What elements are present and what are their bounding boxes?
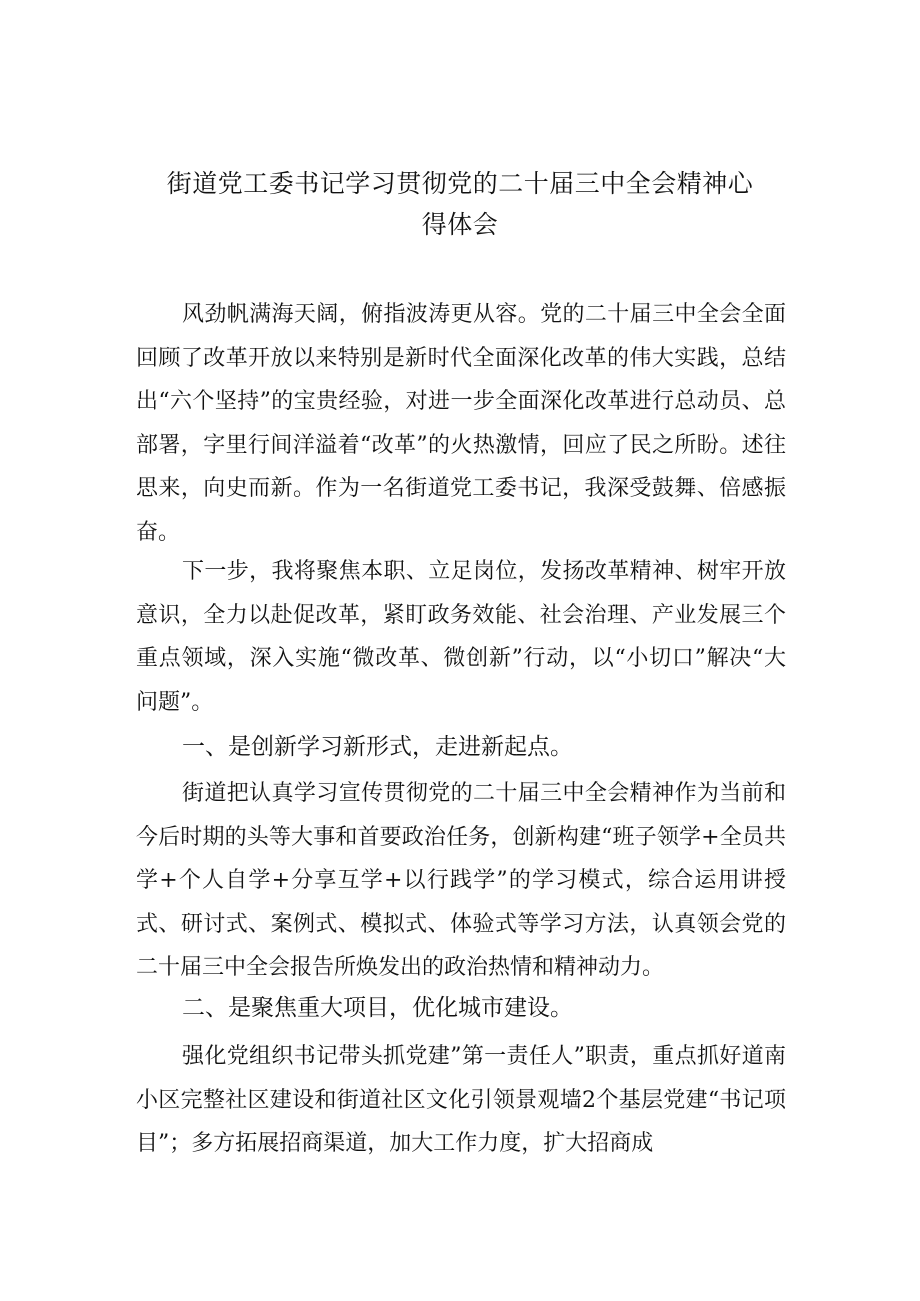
document-title-line-1: 街道党工委书记学习贯彻党的二十届三中全会精神心 bbox=[166, 169, 754, 198]
paragraph-text: 街道把认真学习宣传贯彻党的二十届三中全会精神作为当前和今后时期的头等大事和首要政治任务，创新构建“班子领学+全员共学+个人自学+分享互学+以行践学”的学习模式，综合运用讲授式、研讨式、案例式、模拟式、体验式等学习方法，认真领会党的二十届三中全会报告所焕发出的政治热情和精神动力。 bbox=[136, 781, 786, 980]
section-heading-1: 一、是创新学习新形式，走进新起点。 bbox=[182, 734, 573, 760]
section-1-paragraph bbox=[136, 772, 786, 990]
document-title-line-2: 得体会 bbox=[421, 210, 499, 239]
section-2-paragraph bbox=[136, 1035, 786, 1260]
paragraph-text: 强化党组织书记带头抓党建”第一责任人”职责，重点抓好道南小区完整社区建设和街道社区文化引领景观墙2个基层党建“书记项目”；多方拓展招商渠道，加大工作力度，扩大招商成 bbox=[136, 1044, 786, 1156]
paragraph-text: 下一步，我将聚焦本职、立足岗位，发扬改革精神、树牢开放意识，全力以赴促改革，紧盯政务效能、社会治理、产业发展三个重点领域，深入实施“微改革、微创新”行动，以“小切口”解决“大问题”。 bbox=[136, 559, 786, 715]
paragraph-text: 风劲帆满海天阔，俯指波涛更从容。党的二十届三中全会全面回顾了改革开放以来特别是新时代全面深化改革的伟大实践，总结出“六个坚持”的宝贵经验，对进一步全面深化改革进行总动员、总部署，字里行间洋溢着“改革”的火热激情，回应了民之所盼。述往思来，向史而新。作为一名街道党工委书记，我深受鼓舞、倍感振奋。 bbox=[136, 302, 786, 545]
next-step-paragraph bbox=[136, 550, 786, 724]
intro-paragraph bbox=[136, 293, 786, 554]
section-heading-2: 二、是聚焦重大项目，优化城市建设。 bbox=[182, 995, 573, 1021]
